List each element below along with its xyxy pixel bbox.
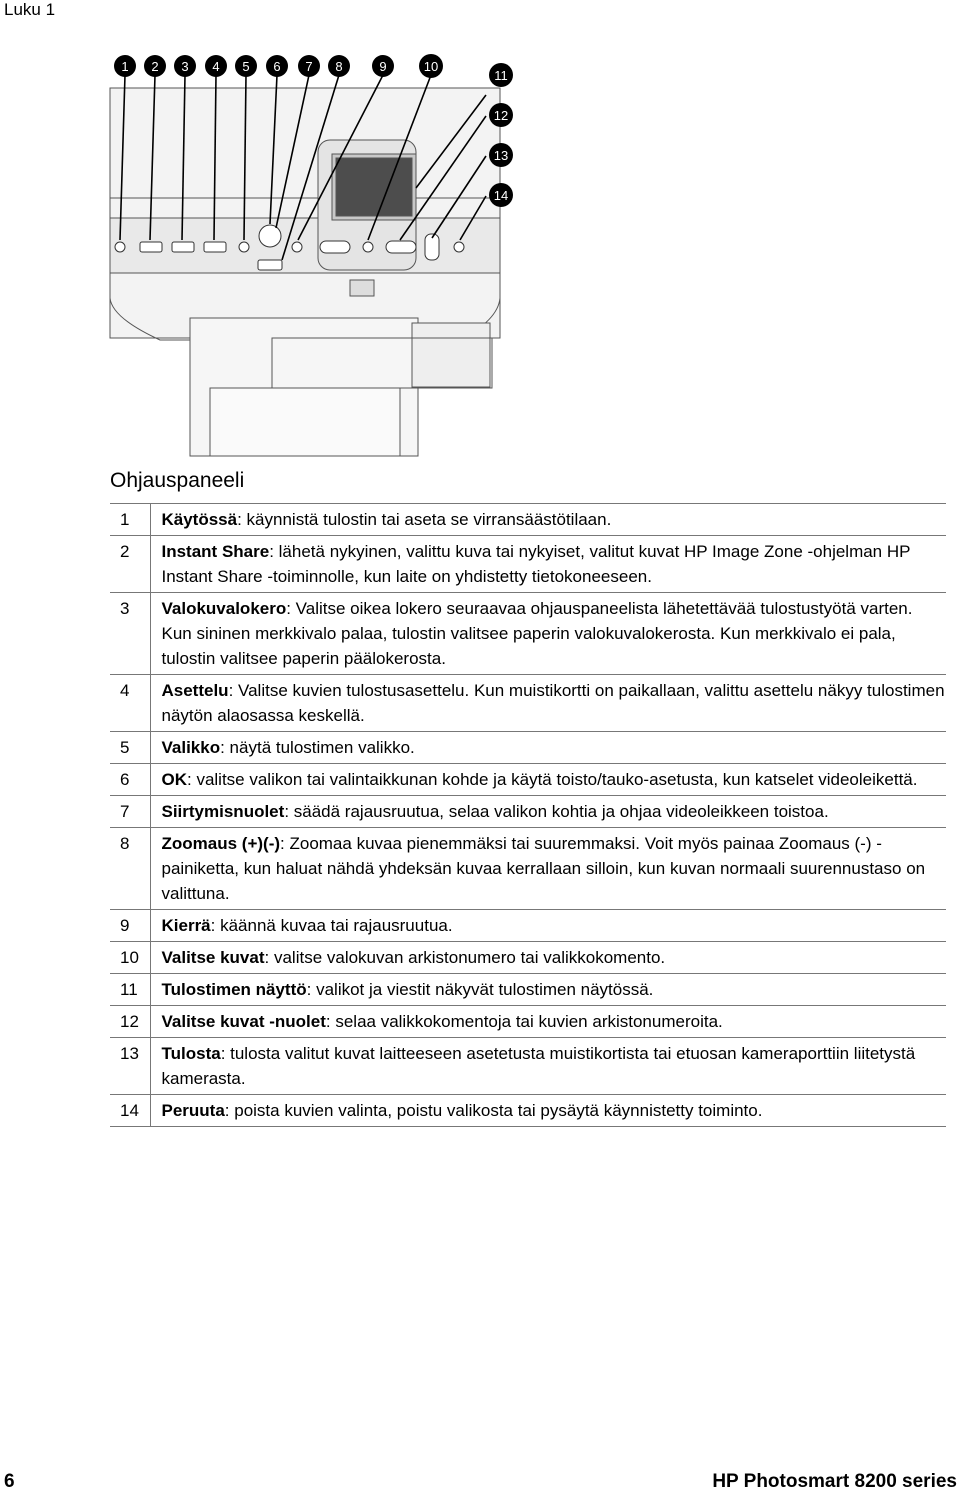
legend-item-text: : käynnistä tulostin tai aseta se virransäästötilaan. [237,510,612,529]
legend-item-term: Tulostimen näyttö [161,980,307,999]
legend-item-description [150,732,946,764]
svg-text:1: 1 [121,59,129,74]
legend-item-number: 3 [110,593,150,675]
printer-control-panel-illustration [100,48,540,468]
legend-item-text: : valikot ja viestit näkyvät tulostimen näytössä. [306,980,654,999]
legend-item-number: 9 [110,910,150,942]
legend-item-text: : käännä kuvaa tai rajausruutua. [210,916,453,935]
legend-row [110,1006,946,1038]
legend-item-text: : lähetä nykyinen, valittu kuva tai nykyiset, valitut kuvat HP Image Zone -ohjelman HP Instant Share -toiminnolle, kun laite on yhdistetty tietokoneeseen. [161,542,911,586]
legend-item-number: 4 [110,675,150,732]
section-title: Ohjauspaneeli [110,469,245,492]
legend-item-description [150,764,946,796]
legend-item-description [150,910,946,942]
legend-item-term: Tulosta [161,1044,221,1063]
svg-text:5: 5 [242,59,250,74]
legend-item-number: 11 [110,974,150,1006]
svg-text:14: 14 [493,188,509,203]
legend-item-description [150,536,946,593]
legend-item-term: Käytössä [161,510,238,529]
legend-item-description [150,974,946,1006]
legend-item-number: 2 [110,536,150,593]
svg-text:4: 4 [212,59,220,74]
legend-item-term: Valitse kuvat [161,948,265,967]
legend-row [110,593,946,675]
legend-item-text: : poista kuvien valinta, poistu valikosta tai pysäytä käynnistetty toiminto. [224,1101,763,1120]
legend-item-term: Instant Share [161,542,270,561]
svg-text:7: 7 [305,59,313,74]
legend-item-number: 8 [110,828,150,910]
legend-item-description [150,942,946,974]
legend-item-number: 10 [110,942,150,974]
legend-item-description [150,1006,946,1038]
legend-row [110,1038,946,1095]
chapter-header: Luku 1 [4,0,56,19]
legend-item-term: Zoomaus (+)(-) [161,834,281,853]
legend-item-number: 13 [110,1038,150,1095]
legend-row [110,504,946,536]
legend-item-text: : selaa valikkokomentoja tai kuvien arkistonumeroita. [325,1012,723,1031]
control-panel-legend-table [110,503,946,1127]
legend-item-text: : Zoomaa kuvaa pienemmäksi tai suuremmaksi. Voit myös painaa Zoomaus (-) -painiketta, kun haluat nähdä yhdeksän kuvaa kerrallaan silloin, kun kuvan normaali suurennustaso on valittuna. [161,834,926,903]
legend-row [110,675,946,732]
legend-item-number: 14 [110,1095,150,1127]
legend-item-term: Asettelu [161,681,229,700]
legend-item-number: 6 [110,764,150,796]
legend-item-term: Siirtymisnuolet [161,802,285,821]
legend-item-number: 7 [110,796,150,828]
legend-row [110,910,946,942]
legend-item-term: Valitse kuvat -nuolet [161,1012,326,1031]
legend-item-text: : säädä rajausruutua, selaa valikon kohtia ja ohjaa videoleikkeen toistoa. [284,802,829,821]
svg-text:11: 11 [494,68,508,83]
legend-row [110,536,946,593]
legend-row [110,1095,946,1127]
svg-text:9: 9 [379,59,387,74]
legend-item-description [150,828,946,910]
legend-item-description [150,796,946,828]
legend-row [110,764,946,796]
legend-item-description [150,675,946,732]
legend-item-description [150,1038,946,1095]
legend-item-term: OK [161,770,187,789]
legend-item-text: : Valitse oikea lokero seuraavaa ohjauspaneelista lähetettävää tulostustyötä varten. Kun sininen merkkivalo palaa, tulostin valitsee paperin valokuvalokerosta. Kun merkkivalo ei pala, tulostin valitsee paperin päälokerosta. [161,599,913,668]
page-number: 6 [4,1471,15,1492]
legend-item-description [150,504,946,536]
svg-text:8: 8 [335,59,343,74]
svg-text:2: 2 [151,59,159,74]
printer-body [110,88,500,456]
svg-text:6: 6 [273,59,281,74]
legend-row [110,732,946,764]
legend-row [110,974,946,1006]
legend-item-text: : valitse valokuvan arkistonumero tai valikkokomento. [264,948,666,967]
legend-item-number: 5 [110,732,150,764]
legend-item-description [150,593,946,675]
legend-item-term: Peruuta [161,1101,225,1120]
svg-text:3: 3 [181,59,189,74]
legend-item-number: 12 [110,1006,150,1038]
legend-item-term: Valokuvalokero [161,599,287,618]
legend-item-text: : valitse valikon tai valintaikkunan kohde ja käytä toisto/tauko-asetusta, kun katselet videoleikettä. [187,770,918,789]
legend-row [110,828,946,910]
svg-text:12: 12 [493,108,509,123]
product-name: HP Photosmart 8200 series [712,1471,957,1492]
svg-text:13: 13 [493,148,509,163]
legend-row [110,942,946,974]
legend-item-text: : näytä tulostimen valikko. [220,738,415,757]
svg-text:10: 10 [423,59,439,74]
legend-item-number: 1 [110,504,150,536]
legend-item-description [150,1095,946,1127]
legend-item-term: Kierrä [161,916,211,935]
legend-row [110,796,946,828]
legend-item-text: : tulosta valitut kuvat laitteeseen asetetusta muistikortista tai etuosan kameraporttiin liitetystä kamerasta. [161,1044,916,1088]
legend-item-text: : Valitse kuvien tulostusasettelu. Kun muistikortti on paikallaan, valittu asettelu näkyy tulostimen näytön alaosassa keskellä. [161,681,945,725]
legend-item-term: Valikko [161,738,221,757]
